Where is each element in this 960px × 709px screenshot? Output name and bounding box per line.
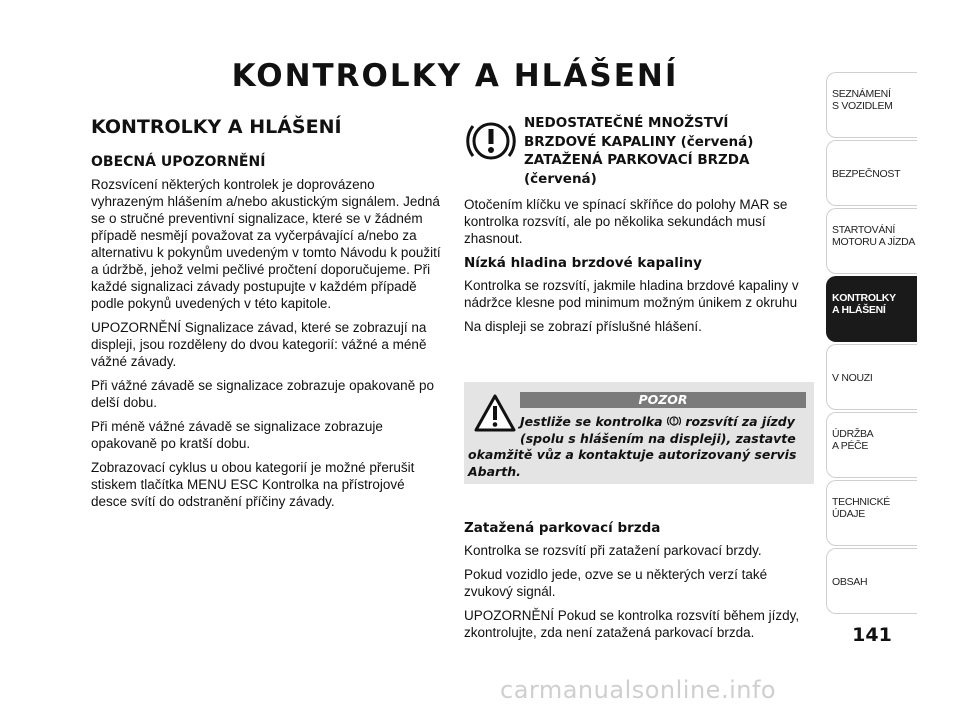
paragraph: UPOZORNĚNÍ Pokud se kontrolka rozsvítí během jízdy, zkontrolujte, zda není zatažená parkovací brzda. [464,608,800,640]
tab-v-nouzi[interactable]: V NOUZI [826,344,917,410]
paragraph: Pokud vozidlo jede, ozve se u některých verzí také zvukový signál. [464,567,768,599]
right-column-lower [464,512,814,648]
paragraph: Zobrazovací cyklus u obou kategorií je možné přerušit stiskem tlačítka MENU ESC Kontrolka na přístrojové desce svítí do odstranění příčiny závady. [91,460,415,509]
right-column [464,108,814,342]
watermark: carmanualsonline.info [500,676,777,704]
page-title: KONTROLKY A HLÁŠENÍ [231,58,679,94]
page-number: 141 [852,624,892,646]
tab-startovani[interactable]: STARTOVÁNÍ MOTORU A JÍZDA [826,208,917,274]
caution-text: Jestliže se kontrolka rozsvítí za jízdy (spolu s hlášením na displeji), zastavte okamžitě vůz a kontaktuje autorizovaný servis Abarth. [468,414,797,479]
paragraph: Otočením klíčku ve spínací skříňce do polohy MAR se kontrolka rozsvítí, ale po několika sekundách musí zhasnout. [464,197,788,246]
subsection-heading: Zatažená parkovací brzda [464,520,661,536]
caution-box [464,382,814,484]
tab-technicke[interactable]: TECHNICKÉ ÚDAJE [826,480,917,546]
tab-udrzba[interactable]: ÚDRŽBA A PÉČE [826,412,917,478]
subsection-heading: Nízká hladina brzdové kapaliny [464,255,702,271]
tab-kontrolky[interactable]: KONTROLKY A HLÁŠENÍ [826,276,917,342]
brake-warning-icon [464,114,518,168]
paragraph: Kontrolka se rozsvítí, jakmile hladina brzdové kapaliny v nádržce klesne pod minimum možným únikem z okruhu [464,278,799,310]
left-column [91,116,441,517]
section-subheading: OBECNÁ UPOZORNĚNÍ [91,154,266,170]
paragraph: Při méně vážné závadě se signalizace zobrazuje opakovaně po kratší dobu. [91,419,383,451]
paragraph: Rozsvícení některých kontrolek je doprovázeno vyhrazeným hlášením a/nebo akustickým signálem. Jedná se o stručné preventivní signalizace, které se v žádném případě nesmějí považovat za vyčerpávající a/nebo za alternativu k pokynům uvedeným v tomto Návodu k použití a údržbě, jehož velmi pečlivé pročtení doporučujeme. Při každé signalizaci závady postupujte v každém případě podle pokynů uvedených v této kapitole. [91,177,441,311]
section-heading: KONTROLKY A HLÁŠENÍ [91,116,342,138]
tab-bezpecnost[interactable]: BEZPEČNOST [826,140,917,206]
caution-label: POZOR [520,392,806,408]
paragraph: Při vážné závadě se signalizace zobrazuje opakovaně po delší dobu. [91,378,434,410]
brake-warning-icon-small [667,415,681,427]
tab-obsah[interactable]: OBSAH [826,548,917,614]
paragraph: UPOZORNĚNÍ Signalizace závad, které se zobrazují na displeji, jsou rozděleny do dvou kategorií: vážné a méně vážné závady. [91,320,427,369]
tab-seznameni[interactable]: SEZNÁMENÍ S VOZIDLEM [826,72,917,138]
paragraph: Na displeji se zobrazí příslušné hlášení. [464,319,702,334]
warning-title: NEDOSTATEČNÉ MNOŽSTVÍ BRZDOVÉ KAPALINY (červená) ZATAŽENÁ PARKOVACÍ BRZDA (červená) [524,115,754,187]
paragraph: Kontrolka se rozsvítí při zatažení parkovací brzdy. [464,543,762,558]
